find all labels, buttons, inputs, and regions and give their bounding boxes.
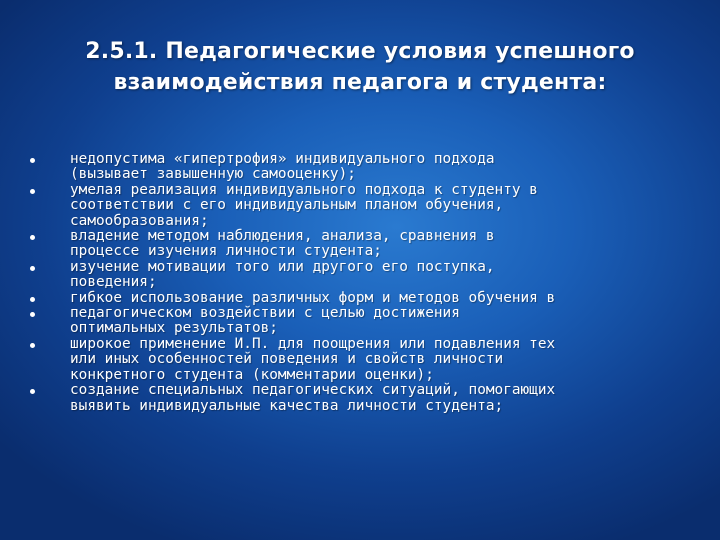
bullet-item (26, 306, 706, 337)
bullet-dot-icon (30, 235, 35, 240)
bullet-dot-icon (30, 158, 35, 163)
bullet-text: педагогическом воздействии с целью достижения оптимальных результатов; (70, 305, 460, 337)
bullet-list (26, 152, 706, 414)
bullet-dot-icon (30, 266, 35, 271)
bullet-dot-icon (30, 189, 35, 194)
bullet-item (26, 260, 706, 291)
bullet-dot-icon (30, 297, 35, 302)
bullet-dot-icon (30, 343, 35, 348)
slide-title-line-2: взаимодействия педагога и студента: (113, 70, 607, 95)
bullet-item (26, 152, 706, 183)
bullet-text: создание специальных педагогических ситуаций, помогающих выявить индивидуальные качества личности студента; (70, 382, 556, 414)
bullet-text: недопустима «гипертрофия» индивидуального подхода (вызывает завышенную самооценку); (70, 151, 495, 183)
bullet-text: гибкое использование различных форм и методов обучения в (70, 289, 556, 306)
slide-title (40, 36, 680, 98)
bullet-item (26, 229, 706, 260)
bullet-item (26, 291, 706, 306)
bullet-item (26, 383, 706, 414)
bullet-dot-icon (30, 389, 35, 394)
bullet-text: умелая реализация индивидуального подхода к студенту в соответствии с его индивидуальным планом обучения, самообразования; (70, 181, 538, 229)
slide-title-line-1: 2.5.1. Педагогические условия успешного (85, 39, 635, 64)
bullet-text: владение методом наблюдения, анализа, сравнения в процессе изучения личности студента; (70, 228, 495, 260)
bullet-item (26, 337, 706, 383)
bullet-text: изучение мотивации того или другого его поступка, поведения; (70, 258, 495, 291)
bullet-text: широкое применение И.П. для поощрения или подавления тех или иных особенностей поведения и свойств личности конкретного студента (комментарии оценки); (70, 335, 556, 383)
bullet-item (26, 183, 706, 229)
bullet-dot-icon (30, 312, 35, 317)
